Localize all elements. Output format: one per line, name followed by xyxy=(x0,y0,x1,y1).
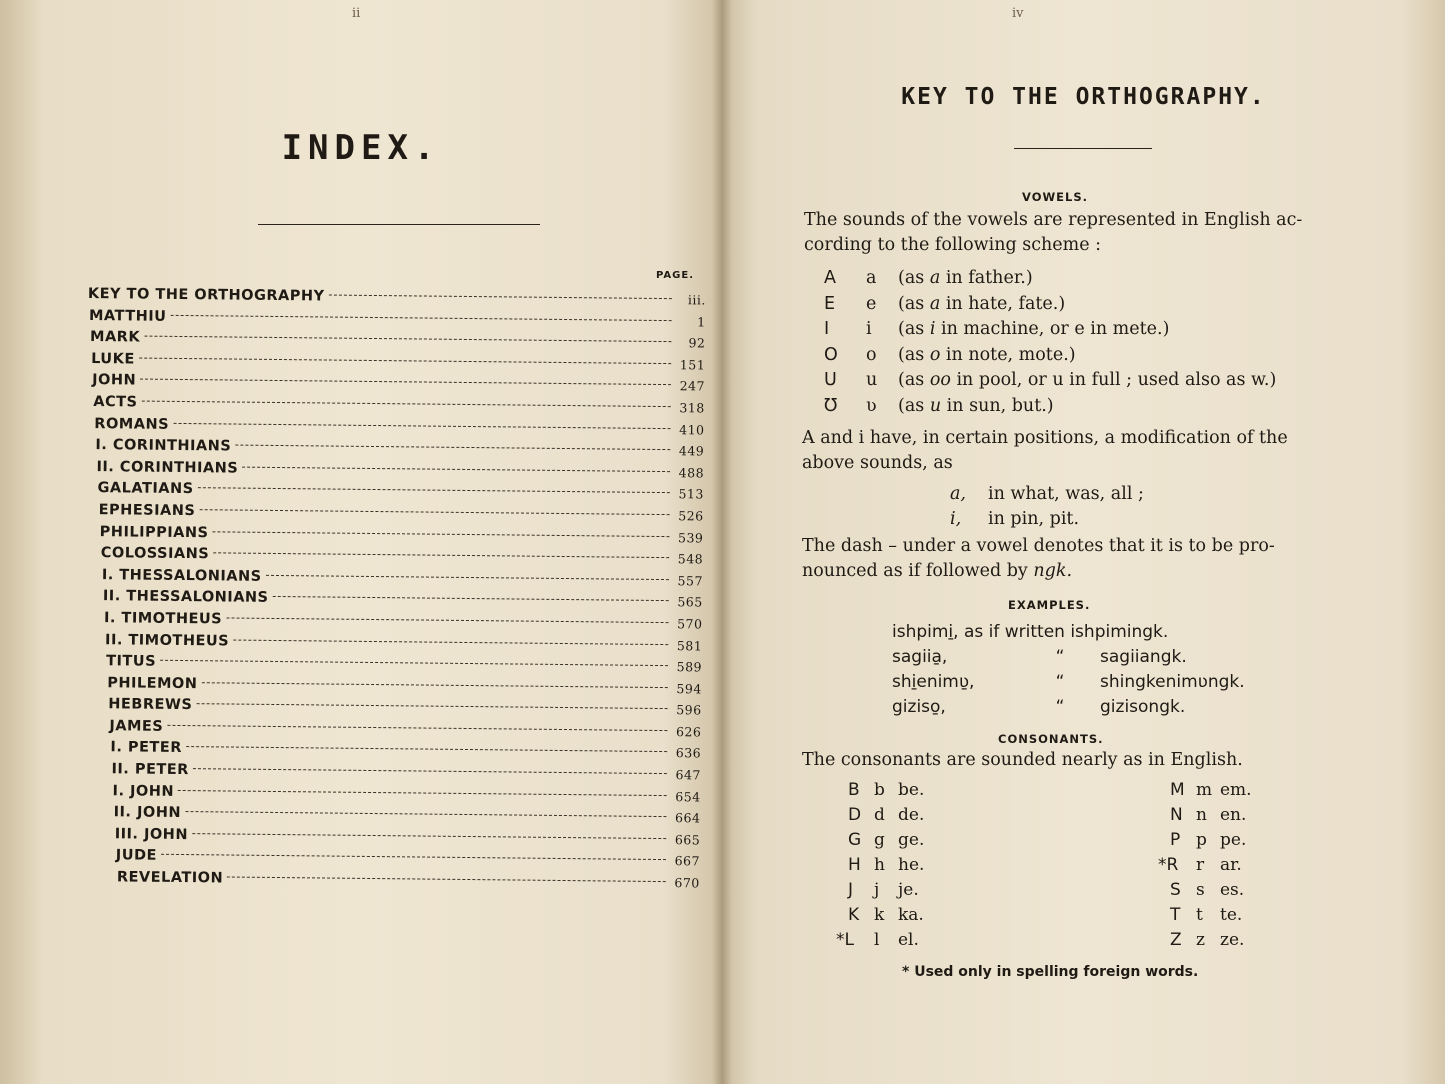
book-gutter xyxy=(712,0,732,1084)
consonant-lower: d xyxy=(874,805,885,825)
vowel-lower: e xyxy=(866,293,877,314)
right-page xyxy=(722,0,1445,1084)
consonant-row xyxy=(848,855,924,875)
leader-dots xyxy=(170,314,671,320)
key-title: KEY TO THE ORTHOGRAPHY. xyxy=(901,84,1266,110)
entry-page: 526 xyxy=(678,508,704,524)
entry-page: 513 xyxy=(678,486,704,502)
entry-name: KEY TO THE ORTHOGRAPHY xyxy=(87,286,325,305)
consonant-name: he. xyxy=(898,855,925,875)
footnote: * Used only in spelling foreign words. xyxy=(902,964,1199,980)
text-line: cording to the following scheme : xyxy=(804,235,1102,255)
vowel-row xyxy=(824,370,1276,390)
entry-name: II. PETER xyxy=(111,761,189,779)
consonant-row xyxy=(1170,905,1242,925)
leader-dots xyxy=(139,357,671,364)
leader-dots xyxy=(186,747,667,753)
entry-page: 581 xyxy=(676,637,703,653)
entry-page: 247 xyxy=(679,378,706,394)
entry-name: GALATIANS xyxy=(97,480,194,498)
leader-dots xyxy=(329,295,672,300)
modification-example xyxy=(950,509,1079,529)
entry-name: JAMES xyxy=(109,718,164,735)
consonant-name: em. xyxy=(1220,780,1252,800)
leader-dots xyxy=(140,379,671,386)
entry-name: II. TIMOTHEUS xyxy=(105,631,230,649)
entry-page: 570 xyxy=(677,616,703,632)
vowel-description xyxy=(898,294,1065,314)
entry-name: LUKE xyxy=(91,350,135,368)
leader-dots xyxy=(161,854,666,860)
entry-page: 548 xyxy=(677,551,704,567)
example-text: in pin, pit. xyxy=(988,509,1080,529)
ditto-mark: “ xyxy=(1055,697,1065,717)
page-number: iv xyxy=(1012,6,1024,21)
consonant-capital: B xyxy=(848,780,860,800)
entry-page: 151 xyxy=(679,356,706,373)
consonant-row xyxy=(1170,880,1244,900)
entry-name: III. JOHN xyxy=(114,826,189,843)
consonant-capital: H xyxy=(848,855,861,875)
ditto-mark: “ xyxy=(1055,672,1065,692)
leader-dots xyxy=(242,466,670,471)
text-span: (as xyxy=(898,293,930,314)
leader-dots xyxy=(235,445,670,451)
vowel-row xyxy=(824,268,1033,288)
modification-paragraph xyxy=(802,426,1288,476)
consonant-lower: t xyxy=(1196,905,1203,925)
text-span: in hate, fate.) xyxy=(940,293,1066,314)
entry-name: II. JOHN xyxy=(113,804,182,822)
entry-page: 488 xyxy=(678,464,705,481)
consonant-lower: g xyxy=(874,830,885,850)
text-span: (as xyxy=(898,344,930,365)
example-letter: a, xyxy=(950,484,966,504)
entry-page: 636 xyxy=(675,745,702,761)
entry-page: 626 xyxy=(675,724,702,740)
consonant-row xyxy=(836,930,919,950)
entry-name: COLOSSIANS xyxy=(100,545,210,563)
text-span: o xyxy=(929,344,941,365)
vowel-lower: ʋ xyxy=(866,395,877,416)
entry-name: MATTHIU xyxy=(88,307,167,325)
leader-dots xyxy=(233,639,668,645)
text-line: A and i have, in certain positions, a modification of the xyxy=(802,428,1288,448)
leader-dots xyxy=(226,617,668,623)
consonant-row xyxy=(848,830,924,850)
leader-dots xyxy=(144,336,671,343)
consonant-capital: Z xyxy=(1170,930,1182,950)
consonant-name: ge. xyxy=(898,830,925,850)
page-column-label: PAGE. xyxy=(656,270,694,281)
example-word: ishpimi̱, as if written ishpimingk. xyxy=(892,622,1169,642)
entry-page: 664 xyxy=(675,810,701,826)
vowel-capital: E xyxy=(824,293,836,314)
consonant-capital: P xyxy=(1170,830,1181,850)
consonant-row xyxy=(848,780,924,800)
vowel-description xyxy=(898,345,1076,365)
consonant-name: be. xyxy=(898,780,925,800)
vowel-description xyxy=(898,370,1276,390)
consonant-row xyxy=(848,805,924,825)
text-line: The dash – under a vowel denotes that it is to be pro- xyxy=(802,536,1275,556)
leader-dots xyxy=(167,725,667,731)
consonant-lower: k xyxy=(874,905,885,925)
text-span: (as xyxy=(898,370,930,390)
title-rule xyxy=(258,224,540,225)
leader-dots xyxy=(141,401,670,408)
consonant-capital: *R xyxy=(1158,855,1179,875)
entry-page: 1 xyxy=(697,313,706,330)
vowel-description xyxy=(898,268,1033,288)
text-line: The sounds of the vowels are represented in English ac- xyxy=(804,210,1303,230)
vowels-heading: VOWELS. xyxy=(1022,190,1088,204)
consonant-name: el. xyxy=(898,930,919,950)
entry-page: 410 xyxy=(679,421,705,438)
consonant-lower: r xyxy=(1196,855,1205,875)
entry-page: 667 xyxy=(674,853,701,869)
index-list xyxy=(82,286,706,897)
leader-dots xyxy=(273,596,669,601)
consonant-name: ze. xyxy=(1220,930,1245,950)
consonant-capital: *L xyxy=(836,930,854,950)
consonant-lower: n xyxy=(1196,805,1207,825)
entry-name: ACTS xyxy=(93,394,138,411)
entry-name: I. PETER xyxy=(110,739,182,757)
entry-name: REVELATION xyxy=(116,869,224,887)
consonant-row xyxy=(848,905,924,925)
entry-page: 647 xyxy=(675,767,701,783)
entry-name: II. CORINTHIANS xyxy=(96,458,239,477)
leader-dots xyxy=(266,575,669,580)
vowel-lower: i xyxy=(866,319,872,339)
consonant-capital: K xyxy=(848,905,860,925)
consonant-capital: G xyxy=(848,830,862,850)
entry-page: 596 xyxy=(676,702,702,718)
entry-name: II. THESSALONIANS xyxy=(102,588,269,607)
entry-page: 92 xyxy=(688,335,706,351)
text-line xyxy=(802,559,1275,584)
consonant-name: te. xyxy=(1220,905,1243,925)
entry-name: I. TIMOTHEUS xyxy=(103,610,223,628)
page-number: ii xyxy=(352,6,361,21)
consonant-name: ka. xyxy=(898,905,924,925)
consonant-lower: j xyxy=(874,880,880,900)
entry-page: 557 xyxy=(677,572,704,589)
entry-name: I. JOHN xyxy=(112,782,175,800)
vowel-description xyxy=(898,396,1054,416)
ditto-mark: “ xyxy=(1055,647,1065,667)
leader-dots xyxy=(192,833,666,839)
text-span: u xyxy=(929,395,942,416)
vowel-description xyxy=(898,319,1169,339)
consonant-capital: J xyxy=(848,880,854,900)
consonants-intro: The consonants are sounded nearly as in English. xyxy=(802,750,1243,770)
consonant-row xyxy=(1170,780,1252,800)
text-span: i xyxy=(929,319,936,339)
leader-dots xyxy=(198,488,670,494)
example-word: sagiia̱, xyxy=(892,647,948,667)
example-word: giziso̱, xyxy=(892,697,946,717)
leader-dots xyxy=(196,703,667,709)
text-span: ngk. xyxy=(1033,561,1073,581)
vowel-row xyxy=(824,294,1065,314)
consonant-capital: T xyxy=(1170,905,1181,925)
consonant-name: de. xyxy=(898,805,925,825)
example-result: gizisongk. xyxy=(1100,697,1186,717)
vowel-capital: A xyxy=(824,268,836,288)
text-line: above sounds, as xyxy=(802,453,953,473)
consonant-row xyxy=(1158,855,1242,875)
consonants-heading: CONSONANTS. xyxy=(998,732,1104,746)
text-span: in sun, but.) xyxy=(941,395,1054,416)
text-span: in pool, or u in full ; used also as w.) xyxy=(950,370,1277,390)
example-row xyxy=(892,697,1185,717)
entry-page: 589 xyxy=(676,659,703,675)
consonant-lower: b xyxy=(874,780,885,800)
vowel-lower: u xyxy=(866,370,878,390)
consonant-lower: s xyxy=(1196,880,1205,900)
example-letter: i, xyxy=(950,509,962,529)
entry-page: 449 xyxy=(678,443,705,459)
leader-dots xyxy=(227,877,666,883)
title-rule xyxy=(1014,148,1152,149)
text-span: a xyxy=(929,268,941,288)
entry-name: HEBREWS xyxy=(108,696,193,714)
example-result: sagiiangk. xyxy=(1100,647,1187,667)
leader-dots xyxy=(193,768,667,774)
leader-dots xyxy=(185,811,666,817)
text-span: (as xyxy=(898,268,930,288)
example-row xyxy=(892,647,1187,667)
consonant-lower: m xyxy=(1196,780,1213,800)
entry-name: TITUS xyxy=(106,653,157,670)
vowel-capital: Ʊ xyxy=(824,395,838,416)
entry-page: 318 xyxy=(679,400,705,416)
entry-name: JOHN xyxy=(92,372,137,389)
text-span: in father.) xyxy=(940,268,1033,288)
example-row xyxy=(892,622,1168,642)
consonant-capital: S xyxy=(1170,880,1181,900)
vowel-capital: I xyxy=(824,319,830,339)
consonant-row xyxy=(1170,830,1246,850)
consonant-lower: p xyxy=(1196,830,1207,850)
consonant-name: ar. xyxy=(1220,855,1242,875)
entry-page: 539 xyxy=(677,529,704,545)
consonant-name: es. xyxy=(1220,880,1245,900)
entry-name: MARK xyxy=(89,329,141,346)
consonant-row xyxy=(1170,805,1246,825)
leader-dots xyxy=(213,552,669,558)
text-span: in machine, or e in mete.) xyxy=(935,319,1170,339)
entry-name: PHILEMON xyxy=(107,674,198,692)
vowel-row xyxy=(824,345,1076,365)
text-span: a xyxy=(929,293,941,314)
entry-name: ROMANS xyxy=(94,415,170,433)
leader-dots xyxy=(173,422,670,428)
consonant-name: je. xyxy=(898,880,919,900)
text-span: oo xyxy=(929,370,951,390)
entry-page: 654 xyxy=(675,788,701,805)
entry-page: 665 xyxy=(674,832,701,848)
consonant-lower: h xyxy=(874,855,885,875)
entry-name: I. CORINTHIANS xyxy=(95,437,232,455)
entry-name: PHILIPPIANS xyxy=(99,523,209,541)
consonant-capital: M xyxy=(1170,780,1185,800)
example-word: shi̱enimʋ̱, xyxy=(892,672,975,692)
text-span: in note, mote.) xyxy=(940,344,1076,365)
leader-dots xyxy=(178,790,667,796)
consonant-name: pe. xyxy=(1220,830,1247,850)
entry-name: I. THESSALONIANS xyxy=(101,566,262,585)
left-page xyxy=(0,0,722,1084)
consonant-row xyxy=(1170,930,1244,950)
vowels-intro xyxy=(804,208,1302,258)
index-title: INDEX. xyxy=(281,128,441,168)
consonant-capital: N xyxy=(1170,805,1183,825)
vowel-row xyxy=(824,396,1054,416)
consonant-name: en. xyxy=(1220,805,1247,825)
dash-paragraph xyxy=(802,534,1275,584)
examples-heading: EXAMPLES. xyxy=(1008,598,1091,612)
text-span: (as xyxy=(898,319,930,339)
consonant-lower: l xyxy=(874,930,880,950)
entry-page: 565 xyxy=(677,594,703,610)
entry-page: 670 xyxy=(674,875,700,891)
text-span: (as xyxy=(898,395,930,416)
leader-dots xyxy=(212,531,669,537)
modification-example xyxy=(950,484,1144,504)
leader-dots xyxy=(201,682,667,688)
example-result: shingkenimʋngk. xyxy=(1100,672,1245,692)
vowel-capital: U xyxy=(824,370,837,390)
consonant-row xyxy=(848,880,919,900)
entry-name: JUDE xyxy=(115,847,158,865)
example-row xyxy=(892,672,1245,692)
entry-name: EPHESIANS xyxy=(98,502,196,520)
vowel-lower: a xyxy=(866,268,877,288)
entry-page: 594 xyxy=(676,680,702,697)
consonant-lower: z xyxy=(1196,930,1205,950)
vowel-capital: O xyxy=(824,344,838,365)
example-text: in what, was, all ; xyxy=(988,484,1144,504)
entry-page: iii. xyxy=(687,292,706,308)
leader-dots xyxy=(199,509,669,515)
vowel-row xyxy=(824,319,1169,339)
text-span: nounced as if followed by xyxy=(802,561,1034,581)
leader-dots xyxy=(160,660,668,666)
vowel-lower: o xyxy=(866,344,877,365)
consonant-capital: D xyxy=(848,805,862,825)
